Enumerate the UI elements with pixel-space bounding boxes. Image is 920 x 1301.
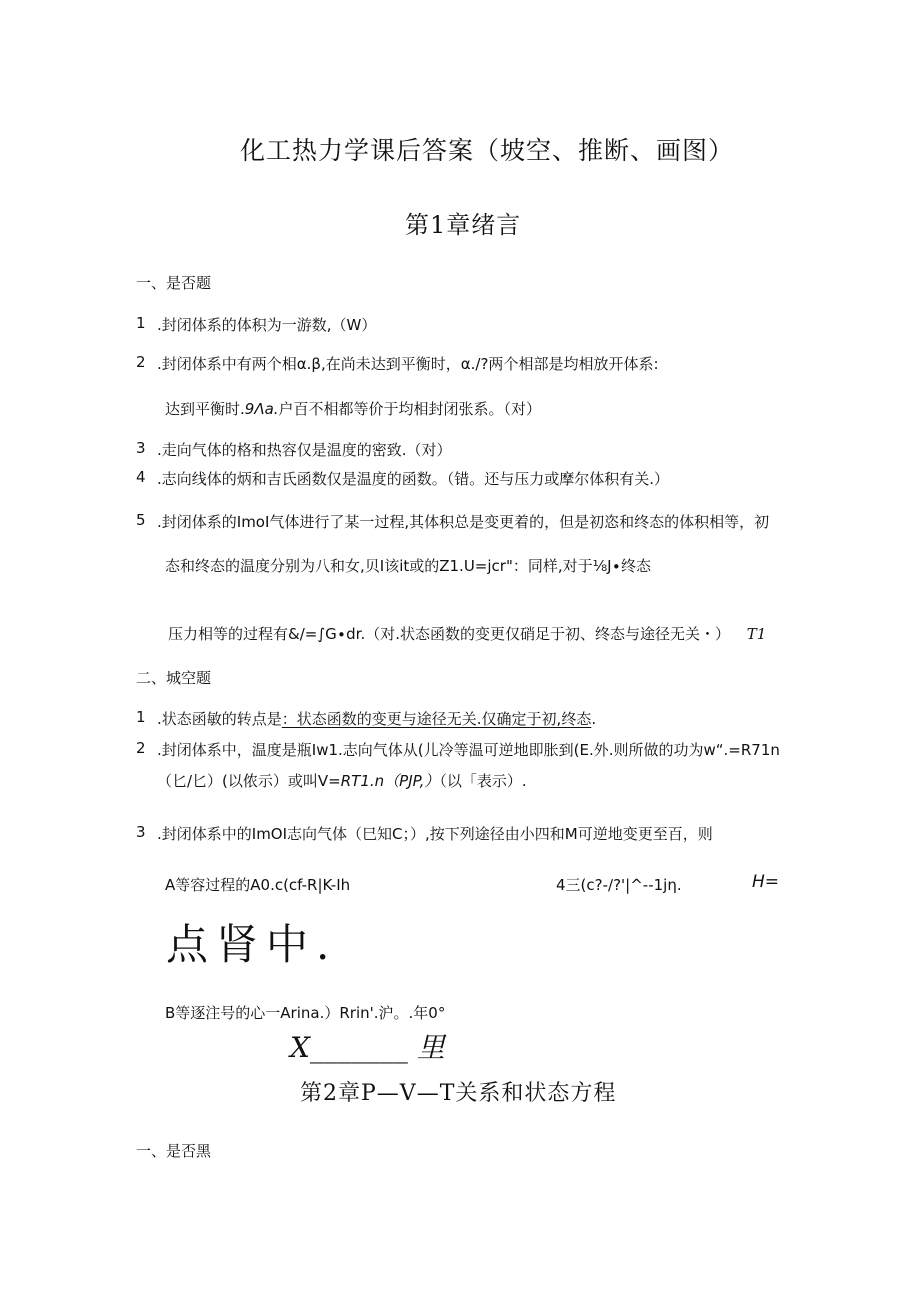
item-number: 1 xyxy=(136,314,146,332)
item-text: .封闭体系的体积为一游数,（W） xyxy=(157,316,377,334)
section-true-false-heading: 一、是否题 xyxy=(136,274,212,292)
continuation-text: 压力相等的过程有&/=∫G∙dr.（对.状态函数的变更仅硝足于初、终态与途径无关・） xyxy=(168,625,730,643)
sub-item-b-label: B等逐注号的心一Arina.）Rrin'.沪。.年0° xyxy=(165,1004,446,1022)
item-number: 5 xyxy=(136,511,146,529)
answer-underlined: ：状态函数的变更与途径无关.仅确定于初,终态 xyxy=(281,710,592,728)
item-text: .走向气体的格和热容仅是温度的密致.（对） xyxy=(157,441,452,459)
section-fill-blank-heading: 二、城空题 xyxy=(136,669,212,687)
continuation-formula: 9Λa. xyxy=(244,400,279,418)
document-title: 化工热力学课后答案（坡空、推断、画图） xyxy=(240,136,735,165)
chapter-2-section-heading: 一、是否黑 xyxy=(136,1142,212,1160)
item-continuation xyxy=(168,623,766,644)
sub-item-a-formula: 4三(c?-∕?'|^--1jη. xyxy=(556,876,682,894)
large-garbled-text: 点肾中. xyxy=(166,920,338,969)
sub-item-a-right: H= xyxy=(752,872,780,892)
continuation-text: （匕/匕）(以侬示）或叫V xyxy=(157,772,329,790)
item-text: .封闭体系中，温度是瓶Iw1.志向气体从(儿冷等温可逆地即胀到(E.外.则所做的功为w“.=R71n xyxy=(157,741,780,759)
item-number: 2 xyxy=(136,739,146,757)
item-end: . xyxy=(591,710,597,728)
item-continuation: 态和终态的温度分别为八和女,贝I该it或的Z1.U=jcr"：同样,对于⅛J∙终态 xyxy=(165,557,651,575)
item-text: .封闭体系的ImoI气体进行了某一过程,其体积总是变更着的，但是初恣和终态的体积相等，初 xyxy=(157,513,770,531)
continuation-text: （以「表示）. xyxy=(439,772,527,790)
item-number: 3 xyxy=(136,823,146,841)
chapter-1-title: 第1章绪言 xyxy=(405,211,522,239)
continuation-text: 户百不相都等价于均相封闭张系。（对） xyxy=(278,400,542,418)
item-text: .封闭体系中有两个相α.β,在尚未达到平衡时，α./?两个相部是均相放开体系: xyxy=(157,355,659,373)
item-lead: .状态函敏的转点是 xyxy=(157,710,282,728)
item-text xyxy=(157,708,596,729)
item-text: .志向线体的炳和吉氏函数仅是温度的函数。（错。还与压力或摩尔体积有关.） xyxy=(157,470,670,488)
chapter-2-title: 第2章P—V—T关系和状态方程 xyxy=(300,1081,617,1106)
item-number: 2 xyxy=(136,353,146,371)
continuation-formula: =RT1.n（PJP,） xyxy=(328,772,440,790)
sub-item-a-label: A等容过程的A0.c(cf-R|K-Ih xyxy=(165,876,351,894)
item-continuation xyxy=(165,398,541,419)
item-continuation xyxy=(157,770,527,791)
item-number: 1 xyxy=(136,708,146,726)
item-number: 4 xyxy=(136,468,146,486)
continuation-text: 达到平衡时. xyxy=(165,400,245,418)
item-text: .封闭体系中的ImOI志向气体（巳知C；）,按下列途径由小四和M可逆地变更至百，则 xyxy=(157,825,713,843)
continuation-formula: T1 xyxy=(746,625,767,643)
item-number: 3 xyxy=(136,439,146,457)
handwritten-formula: X_______ 里 xyxy=(290,1031,445,1064)
